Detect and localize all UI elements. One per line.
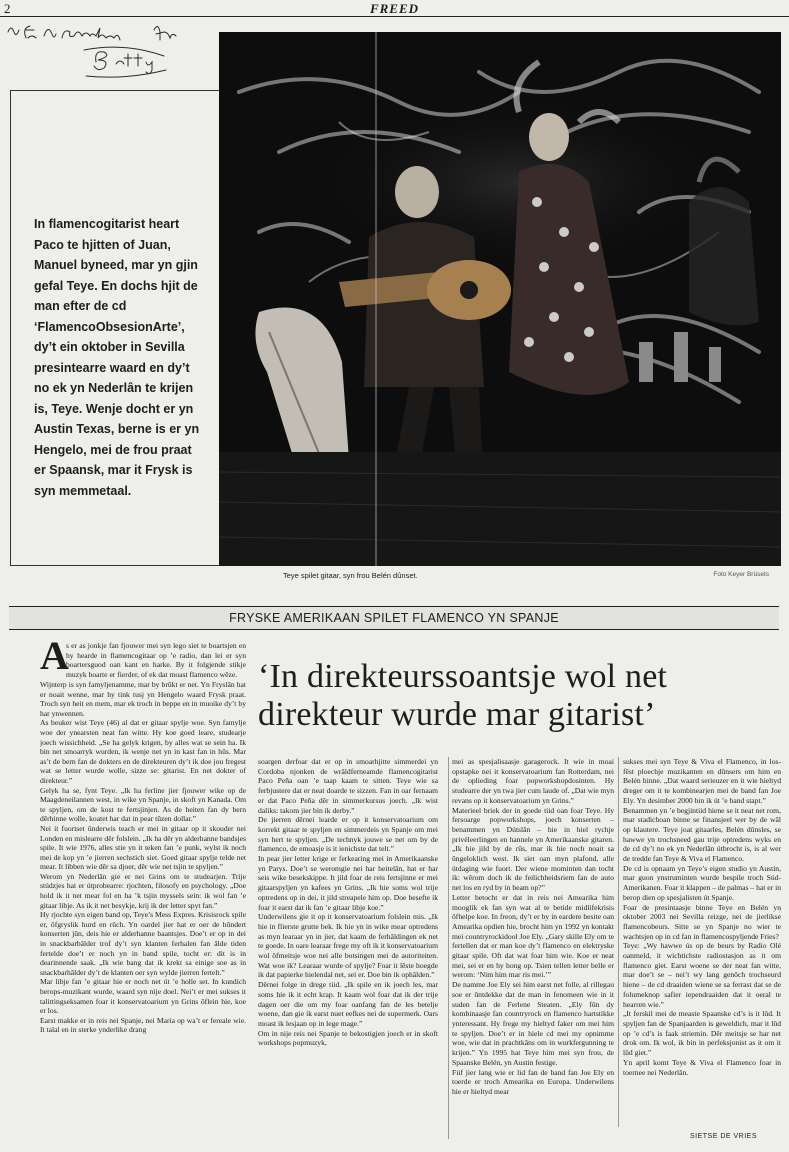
article-paragraph: Letter betocht er dat in reis nei Amearika him mooglik ek fan syn wat al te betide midlifekrisis ôfhelpe koe. In freon, dy’t er by in eardere besite oan Amearika opdien hie, brocht him yn 1992 yn kontakt mei countryrockidool Joe Ely. „Gary skille Ely om te fertellen dat er man koe dy’t flamenco en elektryske gitaar spile. Oft dat wat foar him wie. Koe er neat mei, sei er en hy hong op. Tsien tellen letter belle er werom: ‘Nim him mar ris mei.’” (452, 892, 614, 980)
article-paragraph: De jierren dêrnei learde er op it konservatoarium om korrekt gitaar te spyljen en simmerdeis yn Spanje om mei syn hert te spyljen. „De technyk jouwe se net om by de flamenco, de emoasje is it ienichste dat telt.” (258, 815, 438, 854)
article-paragraph: Om in nije reis nei Spanje te bekostigjen joech er in skoft workshops popmuzyk, (258, 1028, 438, 1048)
article-paragraph: De cd is opnaam yn Teye’s eigen studio yn Austin, mar guon ynstruminten wurde bespile troch Súd-Amerikanen. Foar it klappen – de palmas – hat er in berop dien op spesjalisten út Spanje. (623, 863, 781, 902)
article-paragraph: Underwilens gie it op it konservatoarium folslein mis. „Ik hie in flierste grutte bek. Ik hie yn in wike mear optredens as myn learaar yn in jier, dat kaam de ferhâldingen ek net te goede. In oare learaar frege my oft ik it konservatoarium wol ôfmeitsje woe nei alle botsingen mei de autoriteiten. Wat woe ik? Learaar wurde of spylje? Foar it lêste hoegde ik dat papierke hielendal net, sei er. Doe bin ik ophâlden.” (258, 912, 438, 980)
paper-name: FREED (369, 1, 420, 16)
intro-text: In flamencogitarist heart Paco te hjitten of Juan, Manuel byneed, mar yn gjin gefal Teye. En dochs hjit de man efter de cd ‘FlamencoObsesionArte’, dy’t ein oktober in Sevilla presintearre waard en dy’t no ek yn Nederlân te krijen is, Teye. Wenje docht er yn Austin Texas, berne is er yn Hengelo, mei de frou praat er Spaansk, mar it Frysk is syn memmetaal. (34, 217, 200, 498)
article-paragraph: Gelyk ha se, fynt Teye. „Ik ha ferline jier fjouwer wike op de Maagdeneilannen west, in wike yn Spanje, in skoft yn Kanada. Om te spyljen, om de kost te fertsjinjen. As de heiten fan dy bern dêrhinne wolle, koatet har dat in pear tûzen dollar.” (40, 785, 246, 824)
article-paragraph: „It ferskil mei de measte Spaanske cd’s is it lûd. It spyljen fan de Spanjaarden is geweldich, mar it lûd op ’e cd’s is faak striemin. Dêr meitsje se har net drok om. Ik wol, ik bin in perfeksjonist as it om it lûd giet.” (623, 1009, 781, 1058)
article-column-2 (258, 757, 438, 1137)
photo-image (219, 32, 781, 566)
photo-credit: Foto Keyer Brüsets (713, 571, 769, 578)
article-paragraph: Earst makke er in reis nei Spanje, nei Maria op wa’t er fereale wie. It talal en in sterke ynderlike drang (40, 1015, 246, 1035)
article-column-3 (452, 757, 614, 1137)
article-paragraph: Nei it fuortset ûnderwis teach er mei in gitaar op it skouder nei Londen en mislearre dêr folslein. „Ik ha dêr yn alderhanne bandsjes spile. It wie 1976, alles stie yn it teken fan ’e punk, wylst ik noch mei de kop yn ’e jierren sechstich siet. Goed gitaar spylje telde net mear. It libben wie dêr sa djoer, dêr wie net tsjin te spyljen.” (40, 823, 246, 872)
article-paragraph: Wijnterp is syn famyljenamme, mar by brûkt er net. Yn Fryslân hat er noait wenne, mar hy tink tusj yn Hengelo waard Frysk praat. Troch syn heit en mem, mar ek troch in beppe en in muoike dy’t by har ynwennen. (40, 680, 246, 718)
photo-caption: Teye spilet gitaar, syn frou Belén dûnset. (283, 571, 418, 580)
article-paragraph: As beuker wist Teye (46) al dat er gitaar spylje woe. Syn famylje woe der ynearsten neat fan witte. Hy koe goed leare, studearje joech wissichheid. „Se ha gelyk krigen, by alles wat se sein ha. Ik bin net smoarryk wurden, ik wenje net yn in kast fan in hûs. Mar as’t de bern fan de dokters en de direkteuren dy’t ik doe jou fregest wat se letter wurde wolle, sizze se: gitarist. En net dokter of direkteur.” (40, 718, 246, 785)
article-paragraph: Mar libje fan ’e gitaar hie er noch net út ’e holle set. In kundich berops-muzikant wurde, waard syn nije doel. Nei’t er mei sukses it talittingseksamen foar it konservatoarium yn Grins ôflein hie, koe er los. (40, 977, 246, 1016)
handwritten-note-drawing (4, 18, 219, 90)
masthead-rule (0, 16, 789, 17)
article-paragraph: Dêrnei folge in drege tiid. „Ik spile en ik joech les, mar soms hie ik it echt krap. It kaam wol foar dat ik der trije dagen oer die om my foar oanfang fan de les betelje woene, dan gie ik earst nuet eefkes nei de supermerk. Oars moast ik lesjaan op in lege mage.” (258, 980, 438, 1028)
article-paragraph: Werom yn Nederlân gie er nei Grins om te studearjen. Trije stúdzjes hat er útprobearre: rjochten, filosofy en psychology. „Doe hold ik it net mear fol en ha ’k tsjin myssels sein: ik wol fan ’e gitaar libje. As ik it net besykje, krij ik der letter spyt fan.” (40, 871, 246, 910)
headline: ‘In direkteurssoantsje wol net direkteur wurde mar gitarist’ (258, 658, 668, 733)
article-paragraph: Fiif jier lang wie er lid fan de band fan Joe Ely en toerde er troch Amearika en Europa. Underwilens hie er hieltyd mear (452, 1067, 614, 1096)
article-paragraph: mei as spesjalisaasje garagerock. It wie in moai opstapke nei it konservatoarium fan Rotterdam, nei de oplieding foar popworkshopdosinten. Hy studearre der yn twa jier cum laude of. „Dat wie myn revans op it konservatoarium yn Grins.” (452, 757, 614, 805)
article-opening: s er as jonkje fan fjouwer mei syn lego siet te boartsjen en hy hearde in flamencogitaar op ’e radio, dan lei er syn boartersguod oan kant en harke. By it folgjende stikje muzyk boarte er fierder, of ek dat moast flamenco wêze. (66, 641, 246, 680)
handwritten-note (4, 18, 219, 90)
dropcap: A (40, 633, 69, 678)
article-paragraph: Foar de presintaasje binne Teye en Belén yn oktober 2003 nei Sevilla reizge, nei de jierlikse flamencobeurs. Sitte se yn Spanje no wier te wachtsjen op in cd fan in flamencospyljende Fries? (623, 902, 781, 941)
column-rule (448, 757, 449, 1139)
photo-flamenco-performance (219, 32, 781, 566)
article-paragraph: Benammen yn ’e begjintiid hiene se it neat net rom, mar stadichoan binne se finansjeel wer by de wâl op klautere. Teye joat gitaarles, Belén dûnsles, se hawwe yn trochsneed gau trije optredens wyks en de cd dy’t no ek yn Nederlân útbrocht is, is al wer de tredde fan Teye & Viva el Flamenco. (623, 805, 781, 864)
article-paragraph: Hy rjochte syn eigen band op, Teye’s Mess Expres. Krisisrock spile er, ôfgryslik hurd en rûch. Yn oardel jier hat er oer de hûndert konserten jûn, deis hie er alderhanne baantsjes. Doe’t er op in dei in snackbarbâlder trof dy’t syn klanten ferhalen fan âlde tiden fertelde doe’t er noch yn in band spile, tocht er: dit is in dearinnende saak. „Ik wie bang dat ik krekt sa einige soe as in snackbarhâlder dy’t de klanten oer syn wylde jierren fertelt.” (40, 910, 246, 977)
photo-fold-line (375, 32, 377, 566)
article-paragraph: soargen derfoar dat er op in smoarhjitte simmerdei yn Cordoba njonken de wrâldferneamde flamencogitarist Paco Peña oan ’e taap kaam te sitten. Teye wie sa ferbjustere dat er neat doarde te sizzen. Fan in oar fernaam er dat Paco Peña dêr in simmerkursus joech. „Ik wist daliks: takom jier bin ik derby.” (258, 757, 438, 815)
article-column-1 (40, 680, 246, 1146)
article-column-4 (623, 757, 781, 1139)
article-paragraph: Yn april komt Teye & Viva el Flamenco foar in toernee nei Nederlân. (623, 1057, 781, 1077)
section-banner: FRYSKE AMERIKAAN SPILET FLAMENCO YN SPANJE (9, 606, 779, 630)
byline: SIETSE DE VRIES (690, 1133, 758, 1140)
page-number: 2 (4, 1, 11, 16)
article-paragraph: Teye: „Wy hawwe ús op de beurs by Radio Olé oanmeld, it wichtichste radiostasjon as it om flamenco giet. Earst woene se der neat fan witte, mar doe’t se – nei’t wy lang genôch trochseurd hiene – de cd draaiden wiene se sa ferrast dat se de folumeknop safier iependraaiden dat it oeral te hearren wie.” (623, 941, 781, 1009)
article-paragraph: De namme Joe Ely sei him earst net folle, al rillegau soe er ûntdekke dat de man in fenomeen wie in it suden fan de Ferlene Steaten. „Ely fûn dy kombinaasje fan countryrock en flamenco hartstikke ynteressant. Hy frege my hieltyd faker om mei him te spyljen. Doe’t er in hiele cd mei my opnimme woe, wie dat in prachtkâns om in wurkfergunning te krijen.” Yn 1995 hat Teye him mei syn frou, de Spaanske Belén, yn Austin festige. (452, 980, 614, 1067)
column-rule (618, 757, 619, 1127)
article-paragraph: sukses mei syn Teye & Viva el Flamenco, in los-fêst ploechje muzikanten en dûnsers om him en Belén hinne. „Dat waard serieuzer en it wie hieltyd dreger om it te kombinearjen mei de band fan Joe Ely. Yn desimber 2000 bin ik út ’e band stapt.” (623, 757, 781, 805)
article-paragraph: In pear jier letter krige er ferkearing mei in Amerikaanske yn Parys. Doe’t se weromgie nei har heitelân, hat er har seis wike besekskippe. It jild foar de reis fertsjinne er mei gitaarspyljen yn kafees yn Grins. „Ik hie soms wol trije optredens op in dei, it jild streapele him op. Doe besefte ik foar it earst dat ik fan ’e gitaar libje koe.” (258, 854, 438, 912)
article-paragraph: Materieel briek der in goede tiid oan foar Teye. Hy fersoarge popworkshops, joech konserten – benammen yn Dútslân – hie in hiel rychje privéleerlingen en hannele yn Amerikaanske gitaren. „Ik hie jild by de rûs, mar ik hie noch noait sa ûngeloklich west. Ik siet oan myn plafond, alle útdaging wie fuort. Der wiene mominten dan tocht ik: wêrom doch ik de feilichheidsriem fan de auto net los en ryd by in beam op?” (452, 805, 614, 893)
